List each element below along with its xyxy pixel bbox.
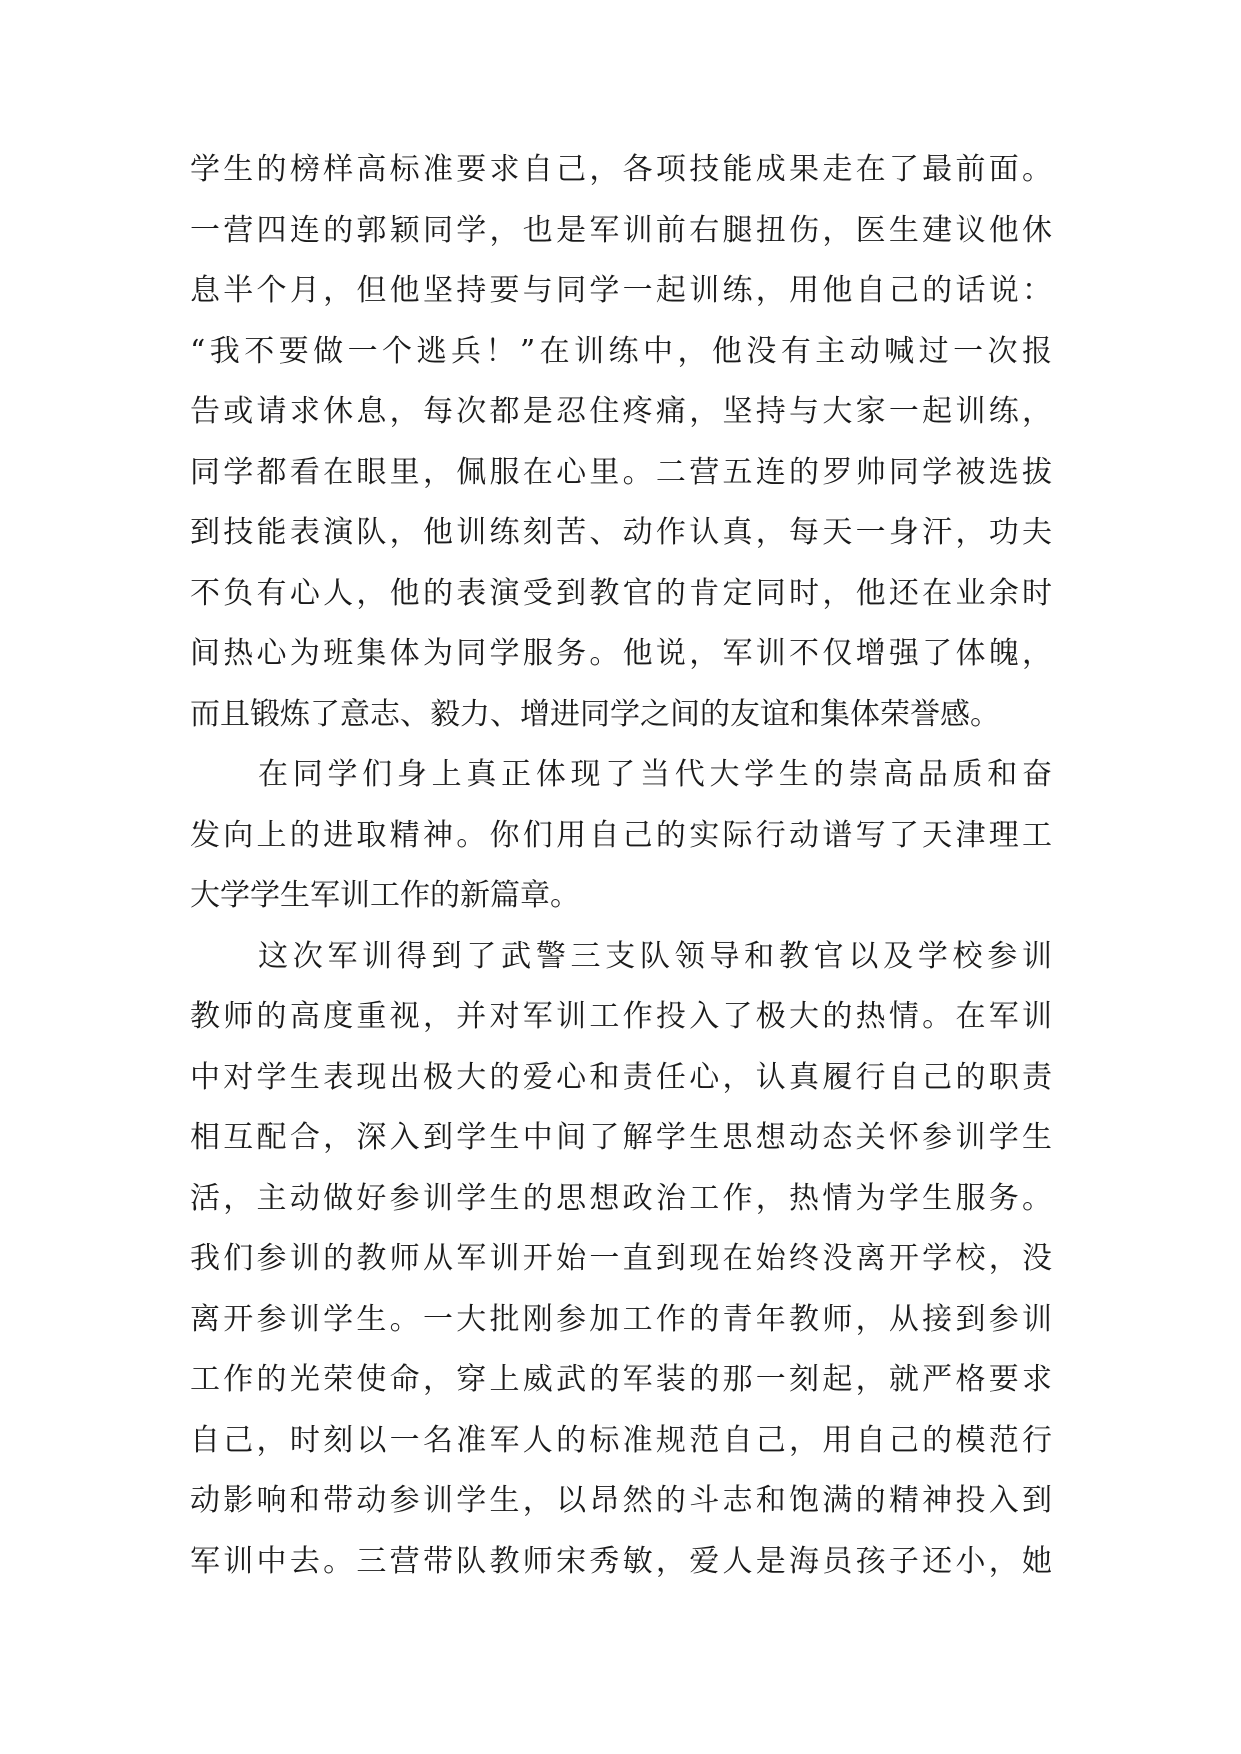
text-line: 自己，时刻以一名准军人的标准规范自己，用自己的模范行 bbox=[190, 1422, 1052, 1458]
text-line: 我们参训的教师从军训开始一直到现在始终没离开学校，没 bbox=[190, 1241, 1052, 1276]
text-line: “我不要做一个逃兵！”在训练中，他没有主动喊过一次报 bbox=[190, 333, 1052, 369]
text-line: 军训中去。三营带队教师宋秀敏，爱人是海员孩子还小，她 bbox=[190, 1543, 1052, 1579]
text-line: 在同学们身上真正体现了当代大学生的崇高品质和奋 bbox=[258, 757, 1052, 792]
text-line: 活，主动做好参训学生的思想政治工作，热情为学生服务。 bbox=[190, 1180, 1052, 1216]
text-line: 离开参训学生。一大批刚参加工作的青年教师，从接到参训 bbox=[190, 1301, 1052, 1337]
text-line: 教师的高度重视，并对军训工作投入了极大的热情。在军训 bbox=[190, 999, 1052, 1034]
text-line: 同学都看在眼里，佩服在心里。二营五连的罗帅同学被选拔 bbox=[190, 454, 1052, 490]
text-line: 学生的榜样高标准要求自己，各项技能成果走在了最前面。 bbox=[190, 152, 1052, 187]
text-line: 一营四连的郭颖同学，也是军训前右腿扭伤，医生建议他休 bbox=[190, 212, 1052, 248]
text-line: 发向上的进取精神。你们用自己的实际行动谱写了天津理工 bbox=[190, 817, 1052, 853]
paragraph-3 bbox=[190, 927, 1052, 1593]
text-line: 告或请求休息，每次都是忍住疼痛，坚持与大家一起训练， bbox=[190, 394, 1052, 429]
text-line: 这次军训得到了武警三支队领导和教官以及学校参训 bbox=[258, 938, 1052, 974]
text-line: 不负有心人，他的表演受到教官的肯定同时，他还在业余时 bbox=[190, 575, 1052, 611]
document-page bbox=[190, 140, 1052, 1592]
text-line: 相互配合，深入到学生中间了解学生思想动态关怀参训学生 bbox=[190, 1120, 1052, 1155]
paragraph-1 bbox=[190, 140, 1052, 745]
text-line: 息半个月，但他坚持要与同学一起训练，用他自己的话说： bbox=[190, 273, 1052, 308]
text-line: 间热心为班集体为同学服务。他说，军训不仅增强了体魄， bbox=[190, 636, 1052, 671]
paragraph-2 bbox=[190, 745, 1052, 927]
text-line: 动影响和带动参训学生，以昂然的斗志和饱满的精神投入到 bbox=[190, 1483, 1052, 1518]
text-line: 到技能表演队，他训练刻苦、动作认真，每天一身汗，功夫 bbox=[190, 515, 1052, 550]
text-line: 而且锻炼了意志、毅力、增进同学之间的友谊和集体荣誉感。 bbox=[190, 696, 1000, 732]
text-line: 中对学生表现出极大的爱心和责任心，认真履行自己的职责 bbox=[190, 1059, 1052, 1095]
text-line: 大学学生军训工作的新篇章。 bbox=[190, 878, 580, 913]
text-line: 工作的光荣使命，穿上威武的军装的那一刻起，就严格要求 bbox=[190, 1362, 1052, 1397]
